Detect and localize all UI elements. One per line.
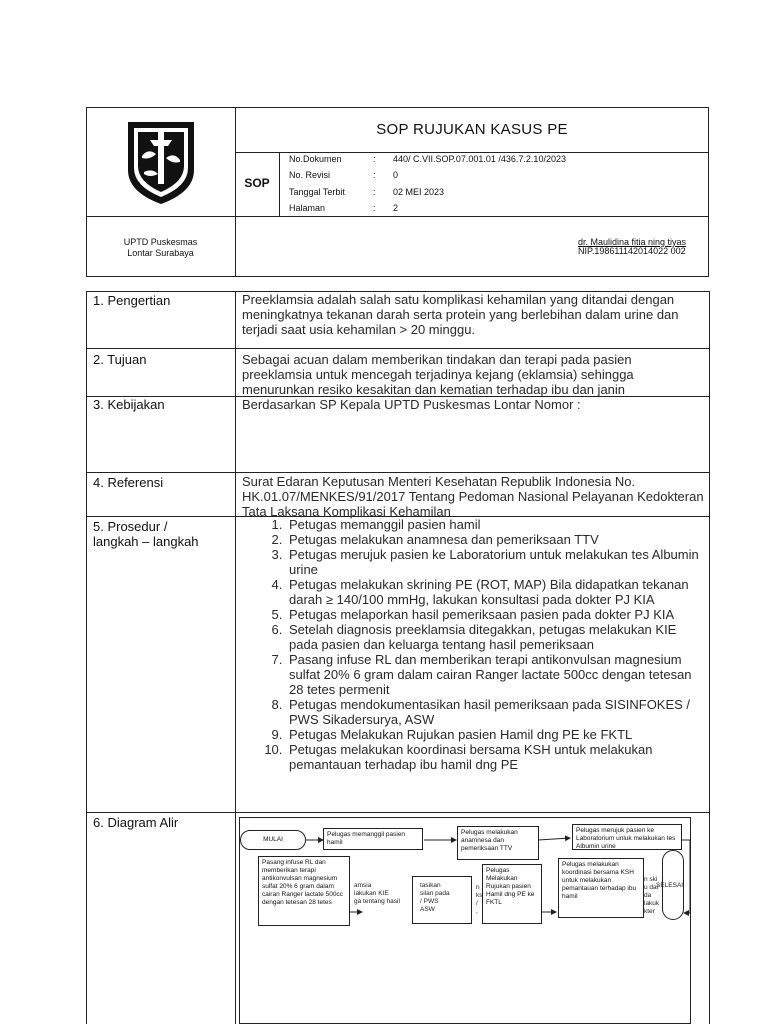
sop-label: SOP [244,176,270,190]
flow-box-2: Pelugas melakukan anamnesa dan pemeriksaan TTV [457,826,539,860]
flow-start-label: MULAI [263,836,283,843]
label-prosedur-line1: 5. Prosedur / [93,519,168,534]
meta-sep-0: : [373,154,376,164]
flow-fragment-6: amsia lakukan KIE ga tentang hasil [354,882,400,905]
org-line-2: Lontar Surabaya [127,248,194,258]
meta-label-2: Tanggal Terbit [289,187,345,197]
text-pengertian: Preeklamsia adalah salah satu komplikasi kehamilan yang ditandai dengan meningkatnya tekanan darah serta protein yang berlebihan dalam urine dan terjadi saat usia kehamilan > 20 minggu. [242,292,679,337]
flow-fragment-right: n ski u dar da lakuk kter [644,876,660,915]
meta-label-0: No.Dokumen [289,154,342,164]
doc-title: SOP RUJUKAN KASUS PE [376,121,568,138]
label-tujuan: 2. Tujuan [93,352,147,367]
meta-sep-3: : [373,203,376,213]
flow-start-oval [240,830,306,850]
text-kebijakan: Berdasarkan SP Kepala UPTD Puskesmas Lontar Nomor : [242,397,581,412]
label-diagram: 6. Diagram Alir [93,815,179,830]
meta-label-1: No. Revisi [289,170,331,180]
label-kebijakan: 3. Kebijakan [93,397,165,412]
meta-value-1: 0 [393,170,399,180]
meta-label-3: Halaman [289,203,326,213]
flow-box-9: Pelugas Melakukan Rujukan pasien Hamil dng PE ke FKTL [482,864,542,924]
meta-sep-1: : [373,170,376,180]
step-10: 10. Petugas melakukan koordinasi bersama KSH untuk melakukan pemantauan terhadap ibu hamil dng PE [286,742,706,772]
arrow-b2-b3 [538,838,570,840]
step-8: 8. Petugas mendokumentasikan hasil pemeriksaan pada SISINFOKES / PWS Sikadersurya, ASW [286,697,706,727]
text-referensi: Surat Edaran Keputusan Menteri Kesehatan Republik Indonesia No. HK.01.07/MENKES/91/2017 Tentang Pedoman Nasional Pelayanan Kedokteran Tata Laksana Komplikasi Kehamilan [242,474,704,519]
meta-value-3: 2 [393,203,399,213]
signer-name: dr. Maulidina fitia ning tiyas [578,237,687,247]
step-1: 1. Petugas memanggil pasien hamil [286,517,706,532]
signer-nip: NIP.198611142014022 002 [578,246,686,256]
step-4: 4. Petugas melakukan skrining PE (ROT, MAP) Bila didapatkan tekanan darah ≥ 140/100 mmHg, lakukan konsultasi pada dokter PJ KIA [286,577,706,607]
text-tujuan: Sebagai acuan dalam memberikan tindakan dan terapi pada pasien preeklamsia untuk mencegah terjadinya kejang (eklamsia) sehingga menurunkan resiko kesakitan dan kematian terhadap ibu dan janin [242,352,634,397]
org-line-1: UPTD Puskesmas [123,237,198,247]
label-pengertian: 1. Pengertian [93,293,171,308]
label-referensi: 4. Referensi [93,475,164,490]
step-7: 7. Pasang infuse RL dan memberikan terapi antikonvulsan magnesium sulfat 20% 6 gram dalam cairan Ranger lactate 500cc dengan tetesan 28 tetes permenit [286,652,706,697]
meta-sep-2: : [373,187,376,197]
flow-fragment-8: tasikan silan pada / PWS ASW [420,882,450,913]
flow-end-label: SELESAI [656,882,684,889]
flow-box-1: Pelugas memanggil pasien hamil [323,828,423,850]
flow-box-3: Pelugas merujuk pasien ke Laboratorium unluk melakukan tes Albumin urine [572,824,682,850]
step-5: 5. Petugas melaporkan hasil pemeriksaan pasien pada dokter PJ KIA [286,607,706,622]
meta-value-0: 440/ C.VII.SOP.07.001.01 /436.7.2.10/2023 [393,154,566,164]
label-prosedur-line2: langkah – langkah [93,534,199,549]
meta-value-2: 02 MEI 2023 [393,187,445,197]
flow-fragment-left: n ks / , [476,884,483,915]
flow-box-7: Pasang infuse RL dan memberikan terapi antikonvulsan magnesium sulfat 20% 6 gram dalam cairan Ranger lactate 500cc dengan tetesan 28 tetes [258,856,350,926]
step-9: 9. Petugas Melakukan Rujukan pasien Hamil dng PE ke FKTL [286,727,706,742]
flow-box-10: Pelugas melakukan koordinasi bersama KSH untuk melakukan pemantauan terhadap ibu hamil [558,858,644,918]
step-2: 2. Petugas melakukan anamnesa dan pemeriksaan TTV [286,532,706,547]
step-3: 3. Petugas merujuk pasien ke Laboratorium untuk melakukan tes Albumin urine [286,547,706,577]
step-6: 6. Setelah diagnosis preeklamsia ditegakkan, petugas melakukan KIE pada pasien dan keluarga tentang hasil pemeriksaan [286,622,706,652]
